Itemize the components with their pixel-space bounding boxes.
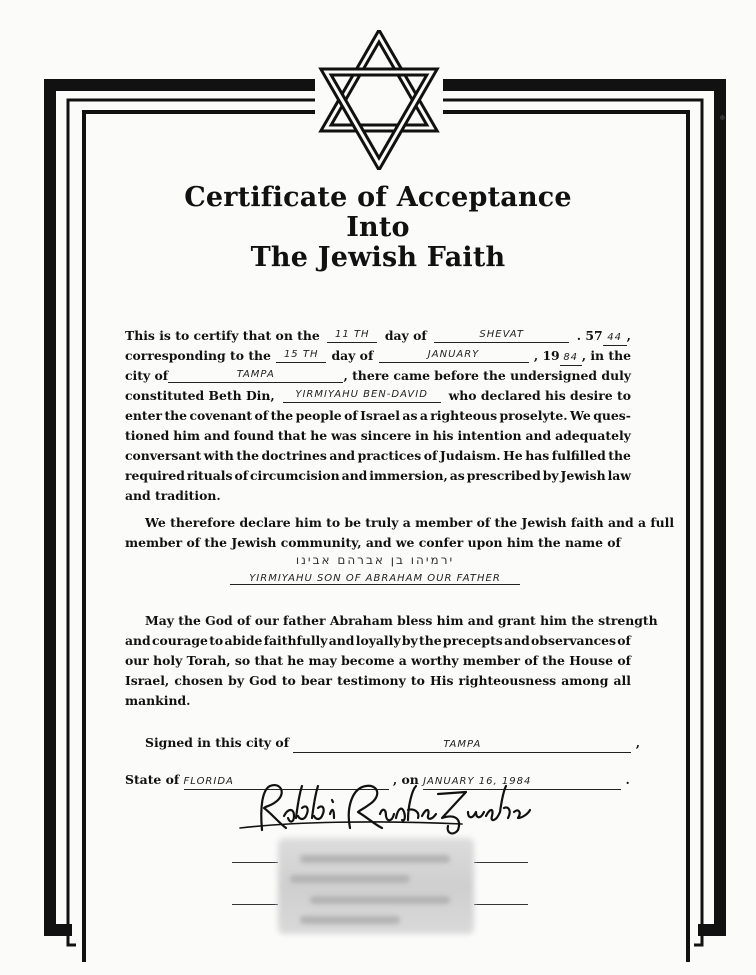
hebrew-name: ירמיהו בן אברהם אבינו [295, 553, 455, 567]
word: Israel, [125, 673, 170, 688]
hebrew-year: . 57 44 , [577, 328, 631, 346]
word: become [341, 653, 395, 668]
word: courage [151, 633, 208, 648]
p3-line-1: May the God of our father Abraham bless him and grant him the strength [145, 613, 658, 628]
civil-year: , 19 84 , in the [534, 348, 631, 366]
p1-line-1 [125, 328, 631, 346]
p1-line-8 [125, 468, 631, 483]
ink-speck [720, 115, 725, 120]
date-end: . [625, 772, 630, 787]
hebrew-month-field: SHEVAT [434, 328, 569, 343]
day-hebrew-field: 11 TH [327, 328, 377, 343]
word: observances [531, 633, 617, 648]
word: people [295, 408, 342, 423]
word: enter [125, 408, 163, 423]
state-field: FLORIDA [184, 775, 389, 790]
word: of [617, 633, 631, 648]
word: and [341, 468, 368, 483]
p1-text: corresponding to the [125, 348, 271, 363]
word: chosen [174, 673, 224, 688]
p1-text: day of [331, 348, 374, 363]
word: to [209, 633, 224, 648]
word: God [249, 673, 277, 688]
word: proselyte. [499, 408, 568, 423]
p2-line-2: member of the Jewish community, and we confer upon him the name of [125, 535, 621, 550]
on-label: , on [392, 772, 419, 787]
word: to [410, 673, 425, 688]
word: the [419, 633, 442, 648]
word: so [234, 653, 251, 668]
city-field: TAMPA [168, 368, 343, 383]
word: rituals [186, 468, 233, 483]
word: Judaism. [439, 448, 501, 463]
word: a [419, 408, 428, 423]
english-name: YIRMIYAHU SON OF ABRAHAM OUR FATHER [230, 573, 520, 585]
p1-text: city of [125, 368, 169, 383]
civil-month-field: JANUARY [379, 348, 529, 363]
star-of-david-icon [318, 30, 440, 170]
word: and [203, 428, 230, 443]
word: all [613, 673, 631, 688]
rabbi-signature [232, 778, 532, 838]
p1-line-5 [125, 408, 631, 423]
word: the [542, 653, 565, 668]
word: and [504, 633, 530, 648]
word: of [423, 448, 438, 463]
p1-line-9: and tradition. [125, 488, 221, 503]
signature-line-left-1 [232, 862, 278, 863]
redacted-scribble [300, 855, 450, 863]
title-line-1: Certificate of Acceptance [184, 182, 572, 213]
p1-line-7 [125, 448, 631, 463]
word: him [173, 428, 201, 443]
word: doctrines [261, 448, 327, 463]
word: found [233, 428, 274, 443]
word: has [525, 448, 550, 463]
signature-line-left-2 [232, 904, 278, 905]
p1-text: constituted Beth Din, [125, 388, 275, 403]
word: Torah, [186, 653, 231, 668]
word: of [254, 408, 269, 423]
word: as [449, 468, 465, 483]
word: ques- [593, 408, 631, 423]
word: loyally [355, 633, 401, 648]
word: a [398, 653, 407, 668]
redacted-scribble [300, 916, 400, 924]
signed-city-field: TAMPA [293, 738, 631, 753]
p1-line-3 [125, 368, 631, 383]
word: may [308, 653, 337, 668]
word: the [270, 408, 294, 423]
p3-line-5: mankind. [125, 693, 191, 708]
redacted-scribble [310, 896, 450, 904]
word: of [617, 653, 631, 668]
word: of [344, 408, 358, 423]
word: intention [457, 428, 522, 443]
word: among [561, 673, 609, 688]
word: and [525, 428, 552, 443]
word: sincere [360, 428, 412, 443]
redacted-scribble [290, 875, 410, 883]
p3-line-4 [125, 673, 631, 688]
p2-line-1: We therefore declare him to be truly a member of the Jewish faith and a full [145, 515, 675, 530]
word: covenant [189, 408, 253, 423]
day-civil-field: 15 TH [276, 348, 326, 363]
word: law [607, 468, 631, 483]
word: in [415, 428, 429, 443]
state-label: State of [125, 772, 180, 787]
p1-text: day of [384, 328, 427, 343]
signed-end: , [635, 735, 641, 750]
word: with [203, 448, 234, 463]
word: his [432, 428, 454, 443]
word: worthy [411, 653, 459, 668]
p1-line-4 [125, 388, 631, 403]
signature-line-right-2 [474, 904, 528, 905]
word: righteous [430, 408, 498, 423]
date-field: JANUARY 16, 1984 [423, 775, 621, 790]
word: conversant [125, 448, 202, 463]
word: fulfilled [551, 448, 606, 463]
word: was [331, 428, 357, 443]
word: he [310, 428, 328, 443]
word: bear [300, 673, 333, 688]
signature-line-right-1 [474, 862, 528, 863]
word: by [542, 468, 559, 483]
word: required [125, 468, 185, 483]
word: testimony [337, 673, 406, 688]
word: faithfully [263, 633, 328, 648]
signed-label: Signed in this city of [145, 735, 290, 750]
word: adequately [555, 428, 631, 443]
word: member [462, 653, 521, 668]
p1-text: This is to certify that on the [125, 328, 320, 343]
word: immersion, [369, 468, 448, 483]
title-line-2: Into [346, 212, 410, 243]
word: righteousness [458, 673, 557, 688]
civil-year-field: 84 [560, 351, 582, 366]
word: prescribed [466, 468, 541, 483]
p3-line-3 [125, 653, 631, 668]
word: abide [224, 633, 263, 648]
word: the [236, 448, 259, 463]
word: He [503, 448, 523, 463]
word: Israel [360, 408, 401, 423]
proselyte-name-field: YIRMIYAHU BEN-DAVID [283, 388, 441, 403]
word: as [402, 408, 418, 423]
word: and [329, 448, 356, 463]
word: precepts [442, 633, 503, 648]
p1-line-2 [125, 348, 631, 366]
word: Jewish [560, 468, 606, 483]
word: the [164, 408, 188, 423]
title-line-3: The Jewish Faith [250, 242, 506, 273]
word: the [608, 448, 631, 463]
word: that [277, 428, 307, 443]
p1-text: who declared his desire to [448, 388, 631, 403]
p1-line-6 [125, 428, 631, 443]
word: our [125, 653, 149, 668]
word: House [569, 653, 614, 668]
word: tioned [125, 428, 170, 443]
word: of [524, 653, 538, 668]
word: holy [153, 653, 183, 668]
word: circumcision [249, 468, 340, 483]
word: to [281, 673, 296, 688]
word: he [287, 653, 305, 668]
hebrew-year-field: 44 [603, 331, 627, 346]
word: We [570, 408, 591, 423]
word: practices [357, 448, 422, 463]
word: of [234, 468, 249, 483]
signed-city-line [145, 735, 640, 753]
word: by [401, 633, 418, 648]
word: His [430, 673, 454, 688]
word: and [328, 633, 355, 648]
word: and [125, 633, 151, 648]
p3-line-2 [125, 633, 631, 648]
word: by [228, 673, 245, 688]
p1-text: , there came before the undersigned duly [343, 368, 631, 383]
word: that [254, 653, 283, 668]
